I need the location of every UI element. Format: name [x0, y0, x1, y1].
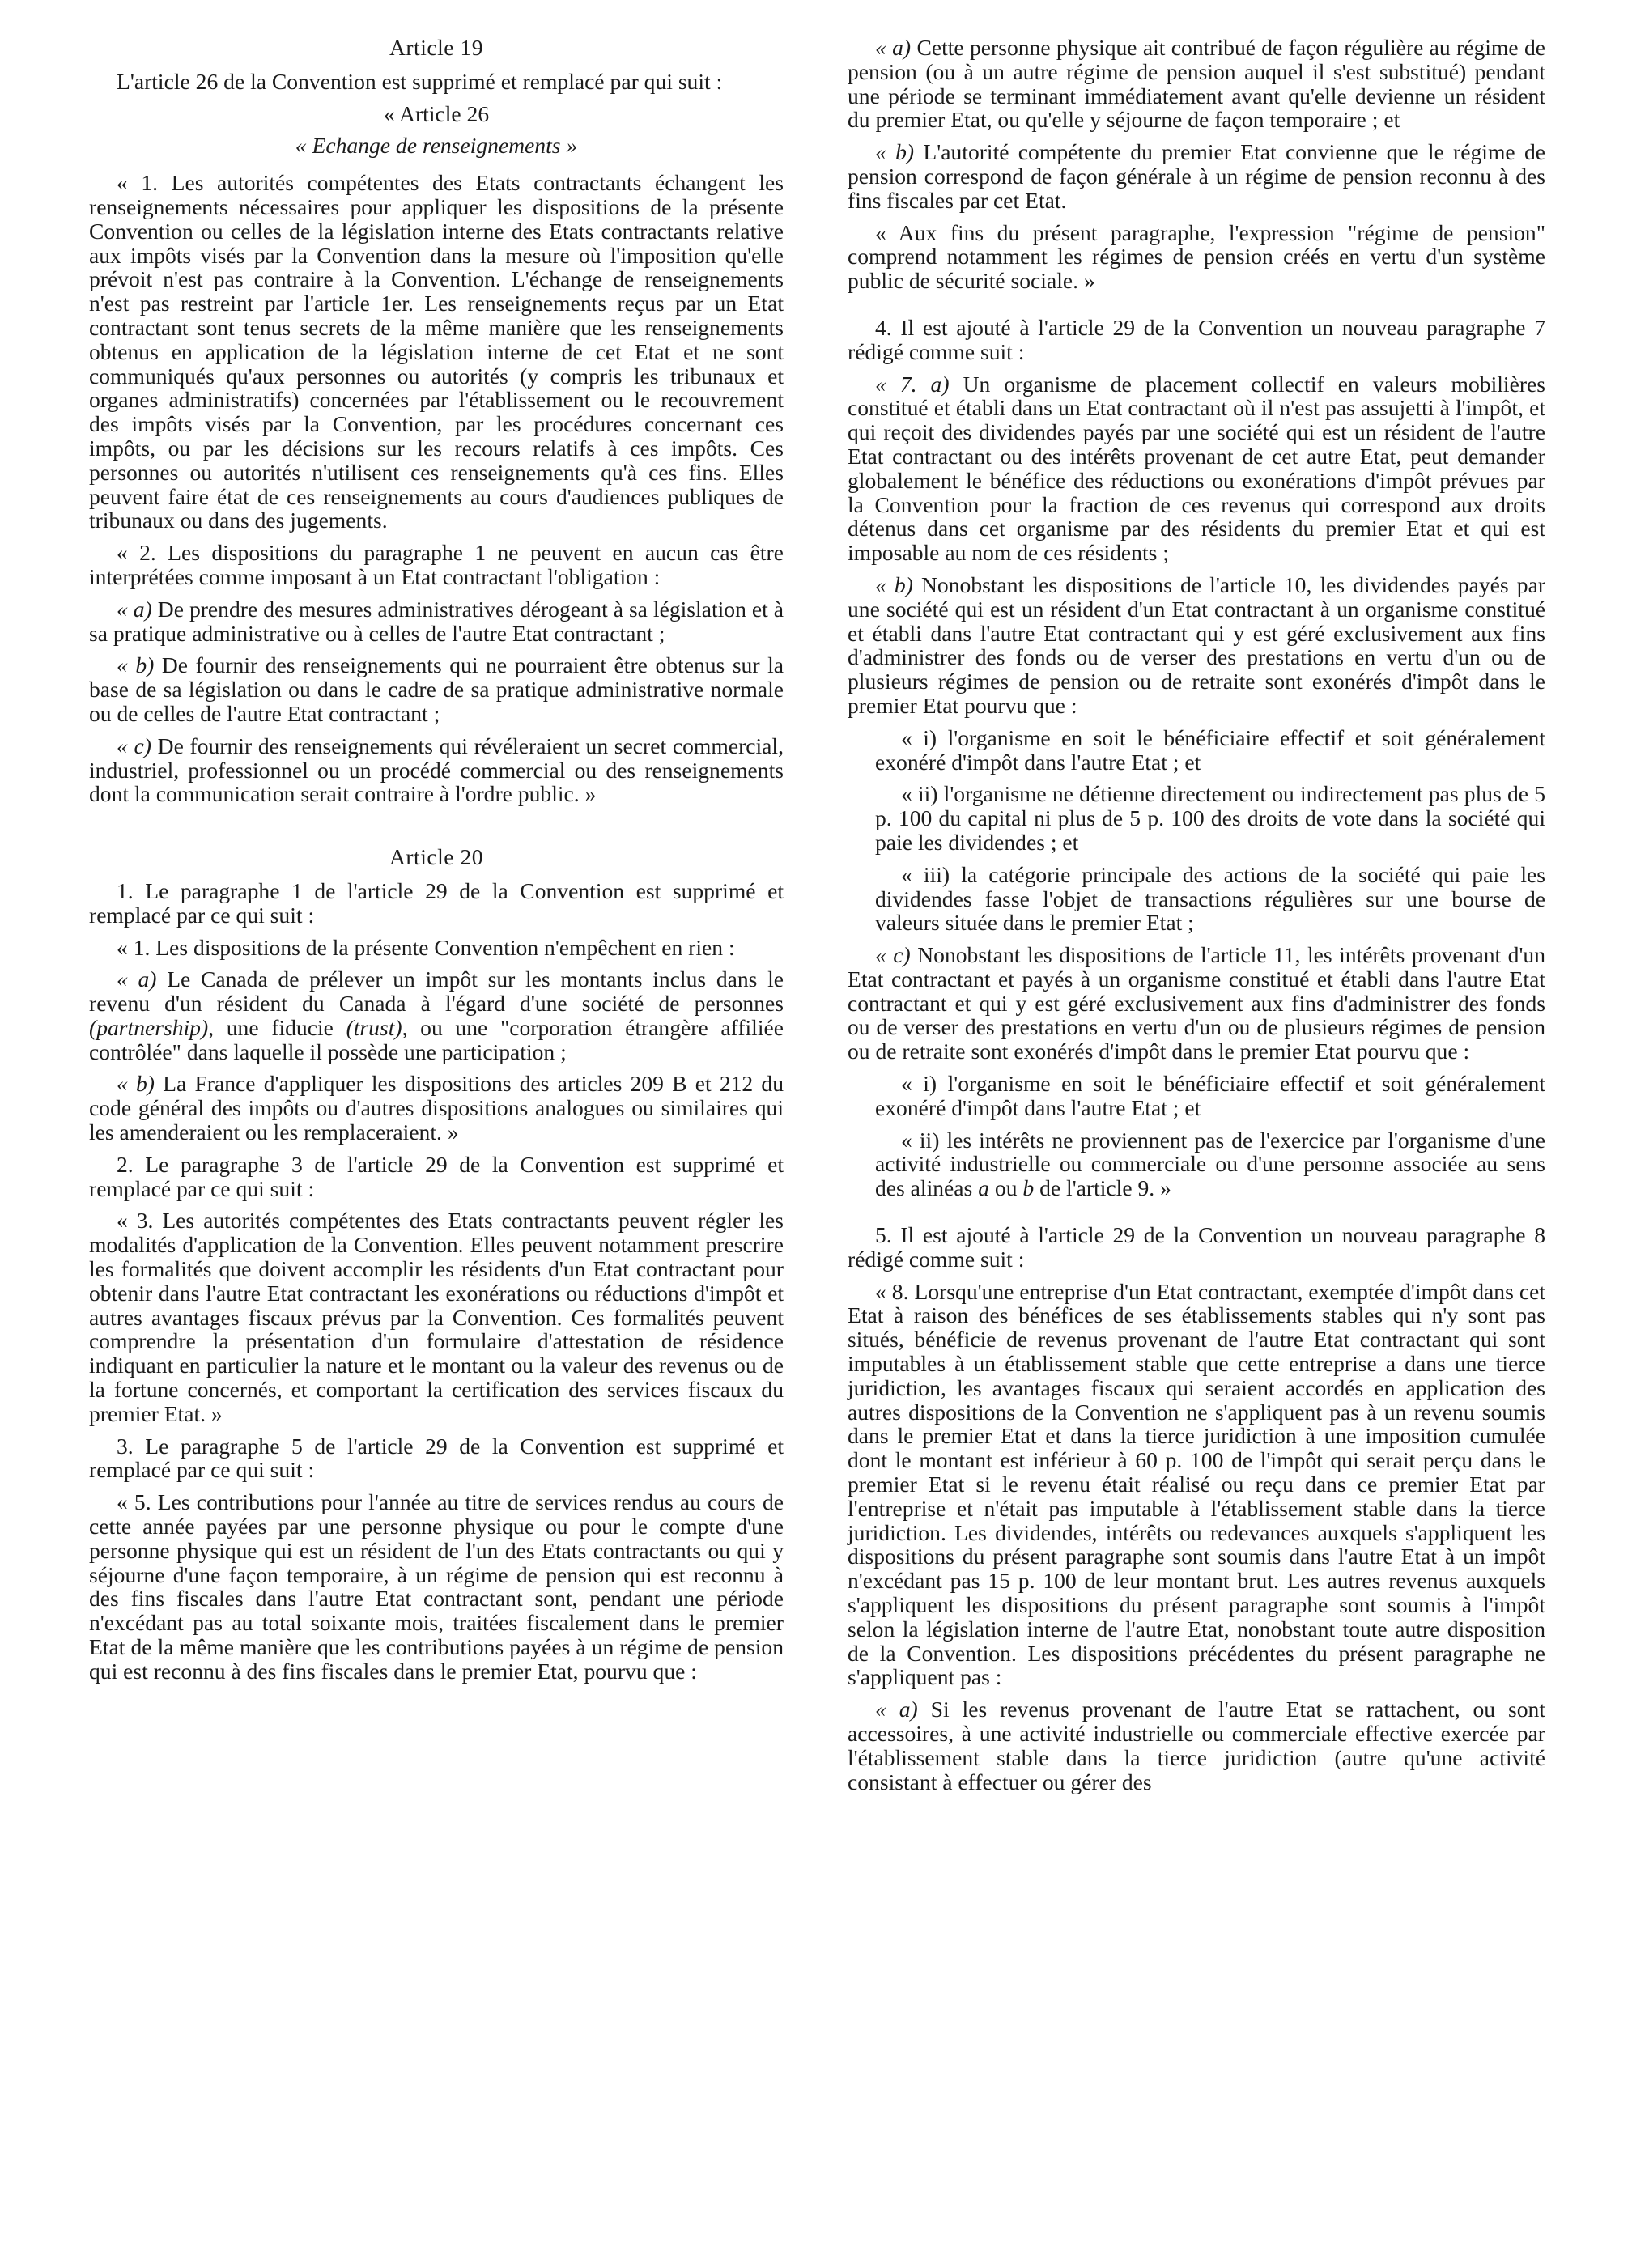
paragraph-7-item-b — [848, 573, 1545, 718]
item-letter-a: a — [978, 1175, 989, 1201]
item-label: « c) — [117, 733, 151, 758]
item-text: Le Canada de prélever un impôt sur les montants inclus dans le revenu d'un résident du Canada à l'égard d'une société de personnes — [89, 966, 784, 1017]
paragraph-7b-subitem-i: « i) l'organisme en soit le bénéficiaire effectif et soit généralement exonéré d'impôt dans l'autre Etat ; et — [875, 724, 1545, 775]
paragraph-5-item-a — [848, 36, 1545, 132]
article-26-paragraph-2: « 2. Les dispositions du paragraphe 1 ne peuvent en aucun cas être interprétées comme imposant à un Etat contractant l'obligation : — [89, 540, 784, 589]
right-column — [848, 36, 1545, 1802]
item-text: Nonobstant les dispositions de l'article 11, les intérêts provenant d'un Etat contractant et payés à un organisme constitué et établi dans l'autre Etat contractant et qui y est géré exclusivement aux fins d'administrer des fonds ou de verser des prestations en vertu d'un ou de plusieurs régimes de pension ou de retraite sont exonérés d'impôt dans le premier Etat pourvu que : — [848, 942, 1546, 1064]
article-20-item-b — [89, 1072, 784, 1144]
paragraph-7-item-c — [848, 943, 1545, 1064]
item-label: « a) — [875, 1697, 918, 1722]
paragraph-5-definition: « Aux fins du présent paragraphe, l'expression "régime de pension" comprend notamment les régimes de pension créés en vertu d'un système public de sécurité sociale. » — [848, 219, 1545, 294]
article-20-heading: Article 20 — [389, 844, 484, 870]
item-text: L'autorité compétente du premier Etat convienne que le régime de pension correspond de façon générale à un régime de pension reconnu à des fins fiscales par cet Etat. — [848, 139, 1546, 213]
article-20-paragraph-1: 1. Le paragraphe 1 de l'article 29 de la Convention est supprimé et remplacé par ce qui suit : — [89, 877, 784, 928]
item-label: « a) — [117, 596, 152, 622]
item-label: « b) — [875, 571, 913, 597]
article-26-heading: « Article 26 — [383, 100, 490, 126]
item-text: Cette personne physique ait contribué de façon régulière au régime de pension (ou à un autre régime de pension auquel il s'est substitué) pendant une période se terminant immédiatement avant qu'elle devienne un résident du premier Etat, ou qu'elle y séjourne de façon temporaire ; et — [848, 35, 1545, 133]
item-letter-b: b — [1022, 1175, 1035, 1201]
partnership-term: (partnership) — [89, 1014, 209, 1040]
paragraph-5-item-b — [848, 140, 1545, 212]
item-text: , ou une "corporation étrangère affiliée contrôlée" dans laquelle il possède une participation ; — [89, 1014, 784, 1064]
article-20-paragraph-3: 3. Le paragraphe 5 de l'article 29 de la Convention est supprimé et remplacé par ce qui suit : — [89, 1433, 784, 1483]
trust-term: (trust) — [346, 1014, 402, 1040]
item-text: de l'article 9. » — [1034, 1175, 1171, 1201]
item-label: « b) — [117, 1071, 155, 1097]
article-20-paragraph-5: 5. Il est ajouté à l'article 29 de la Convention un nouveau paragraphe 8 rédigé comme suit : — [848, 1222, 1545, 1272]
paragraph-7b-subitem-iii: « iii) la catégorie principale des actions de la société qui paie les dividendes fasse l'objet de transactions régulières sur une bourse de valeurs située dans le premier Etat ; — [875, 861, 1545, 936]
article-19-intro: L'article 26 de la Convention est supprimé et remplacé par qui suit : — [117, 68, 723, 94]
paragraph-7c-subitem-i: « i) l'organisme en soit le bénéficiaire effectif et soit généralement exonéré d'impôt dans l'autre Etat ; et — [875, 1071, 1545, 1120]
item-text: De fournir des renseignements qui ne pourraient être obtenus sur la base de sa législation ou dans le cadre de sa pratique administrative normale ou de celles de l'autre Etat contractant ; — [89, 652, 784, 726]
article-19-heading: Article 19 — [389, 35, 484, 60]
item-text: , une fiducie — [208, 1014, 346, 1040]
item-text: Si les revenus provenant de l'autre Etat se rattachent, ou sont accessoires, à une activité industrielle ou commerciale effective exercée par l'établissement stable dans la tierce juridiction (autre qu'une activité consistant à effectuer ou gérer des — [848, 1697, 1545, 1794]
paragraph-7c-subitem-ii — [875, 1128, 1545, 1200]
article-20-quote-1: « 1. Les dispositions de la présente Convention n'empêchent en rien : — [117, 934, 735, 960]
item-text: De fournir des renseignements qui révéleraient un secret commercial, industriel, professionnel ou un procédé commercial ou des renseignements dont la communication serait contraire à l'ordre public. » — [89, 733, 784, 807]
left-column — [89, 36, 784, 1692]
item-label: « b) — [117, 652, 155, 678]
item-text: Un organisme de placement collectif en valeurs mobilières constitué et établi dans un Etat contractant où il n'est pas assujetti à l'impôt, et qui reçoit des dividendes payés par une société qui est un résident de l'autre Etat contractant ou des intérêts provenant de cet autre Etat, peut demander globalement le bénéfice des réductions ou exonérations d'impôt prévues par la Convention pour la fraction de ces revenus qui correspond aux droits détenus dans cet organisme par des résidents du premier Etat et qui est imposable au nom de ces résidents ; — [848, 371, 1545, 566]
item-label: « a) — [117, 966, 157, 992]
paragraph-7-item-a — [848, 372, 1545, 565]
item-text: Nonobstant les dispositions de l'article 10, les dividendes payés par une société qui est un résident d'un Etat contractant à un organisme constitué et établi dans l'autre Etat contractant qui y est géré exclusivement aux fins d'administrer des fonds ou de verser des prestations en vertu d'un ou de plusieurs régimes de pension ou de retraite sont exonérés d'impôt dans le premier Etat pourvu que : — [848, 571, 1546, 718]
item-text: De prendre des mesures administratives dérogeant à sa législation et à sa pratique administrative ou à celles de l'autre Etat contractant ; — [89, 596, 784, 646]
article-26-paragraph-1: « 1. Les autorités compétentes des Etats contractants échangent les renseignements nécessaires pour appliquer les dispositions de la présente Convention ou celles de la législation interne des Etats contractants relative aux impôts visés par la Convention dans la mesure où l'imposition qu'elle prévoit n'est pas contraire à la Convention. L'échange de renseignements n'est pas restreint par l'article 1er. Les renseignements reçus par un Etat contractant sont tenus secrets de la même manière que les renseignements obtenus en application de la législation interne de cet Etat et ne sont communiqués qu'aux personnes ou autorités (y compris les tribunaux et organes administratifs) concernées par l'établissement ou le recouvrement des impôts visés par la Convention, par les procédures concernant ces impôts, ou par les décisions sur les recours relatifs à ces impôts. Ces personnes ou autorités n'utilisent ces renseignements qu'à ces fins. Elles peuvent faire état de ces renseignements au cours d'audiences publiques de tribunaux ou dans des jugements. — [89, 170, 784, 533]
paragraph-7b-subitem-ii: « ii) l'organisme ne détienne directement ou indirectement pas plus de 5 p. 100 du capital ni plus de 5 p. 100 des droits de vote dans la société qui paie les dividendes ; et — [875, 781, 1545, 855]
article-20-paragraph-2: 2. Le paragraphe 3 de l'article 29 de la Convention est supprimé et remplacé par ce qui suit : — [89, 1151, 784, 1201]
article-26-item-a — [89, 597, 784, 646]
article-26-subheading: « Echange de renseignements » — [295, 133, 578, 159]
article-20-paragraph-4: 4. Il est ajouté à l'article 29 de la Convention un nouveau paragraphe 7 rédigé comme suit : — [848, 314, 1545, 364]
article-20-item-a — [89, 967, 784, 1064]
item-label: « b) — [875, 139, 915, 165]
item-label: « c) — [875, 942, 911, 968]
item-label: « a) — [875, 35, 912, 60]
item-text: « ii) les intérêts ne proviennent pas de l'exercice par l'organisme d'une activité industrielle ou commerciale ou d'une personne associée au sens des alinéas — [875, 1127, 1545, 1201]
paragraph-8-text: « 8. Lorsqu'une entreprise d'un Etat contractant, exemptée d'impôt dans cet Etat à raison des bénéfices de ses établissements stables qui n'y sont pas situés, bénéficie de revenus provenant de l'autre Etat contractant qui sont imputables à un établissement stable que cette entreprise a dans une tierce juridiction, les avantages fiscaux qui seraient accordés en application des autres dispositions de la Convention ne s'appliquent pas à un revenu soumis dans le premier Etat et dans la tierce juridiction à une imposition cumulée dont le montant est inférieur à 60 p. 100 de l'impôt qui serait perçu dans le premier Etat si le revenu était réalisé ou reçu dans ce premier Etat par l'entreprise et n'était pas imputable à l'établissement stable dans la tierce juridiction. Les dividendes, intérêts ou redevances auxquels s'appliquent les dispositions du présent paragraphe sont soumis dans l'autre Etat à un impôt n'excédant pas 15 p. 100 de leur montant brut. Les autres revenus auxquels s'appliquent les dispositions du présent paragraphe sont soumis à l'impôt selon la législation interne de l'autre Etat, nonobstant toute autre disposition de la Convention. Les dispositions précédentes du présent paragraphe ne s'appliquent pas : — [848, 1278, 1545, 1690]
paragraph-8-item-a — [848, 1697, 1545, 1794]
item-label: « 7. a) — [875, 371, 950, 397]
item-text: ou — [989, 1175, 1023, 1201]
item-text: La France d'appliquer les dispositions des articles 209 B et 212 du code général des impôts ou d'autres dispositions analogues ou similaires qui les amenderaient ou les remplaceraient. » — [89, 1071, 784, 1145]
article-20-quote-3: « 3. Les autorités compétentes des Etats contractants peuvent régler les modalités d'application de la Convention. Elles peuvent notamment prescrire les formalités que doivent accomplir les résidents d'un Etat contractant pour obtenir dans l'autre Etat contractant les exonérations ou réductions d'impôt et autres avantages fiscaux prévus par la Convention. Ces formalités peuvent comprendre la présentation d'un formulaire d'attestation de résidence indiquant en particulier la nature et le montant ou la valeur des revenus ou de la fortune concernés, et comportant la certification des services fiscaux du premier Etat. » — [89, 1208, 784, 1426]
article-20-quote-5: « 5. Les contributions pour l'année au titre de services rendus au cours de cette année payées par une personne physique ou pour le compte d'une personne physique qui est un résident de l'un des Etats contractants ou qui y séjourne d'une façon temporaire, à un régime de pension qui est reconnu à des fins fiscales dans l'autre Etat contractant sont, pendant une période n'excédant pas au total soixante mois, traitées fiscalement dans le premier Etat de la même manière que les contributions payées à un régime de pension qui est reconnu à des fins fiscales dans le premier Etat, pourvu que : — [89, 1489, 784, 1684]
article-26-item-c — [89, 734, 784, 806]
article-26-item-b — [89, 653, 784, 725]
